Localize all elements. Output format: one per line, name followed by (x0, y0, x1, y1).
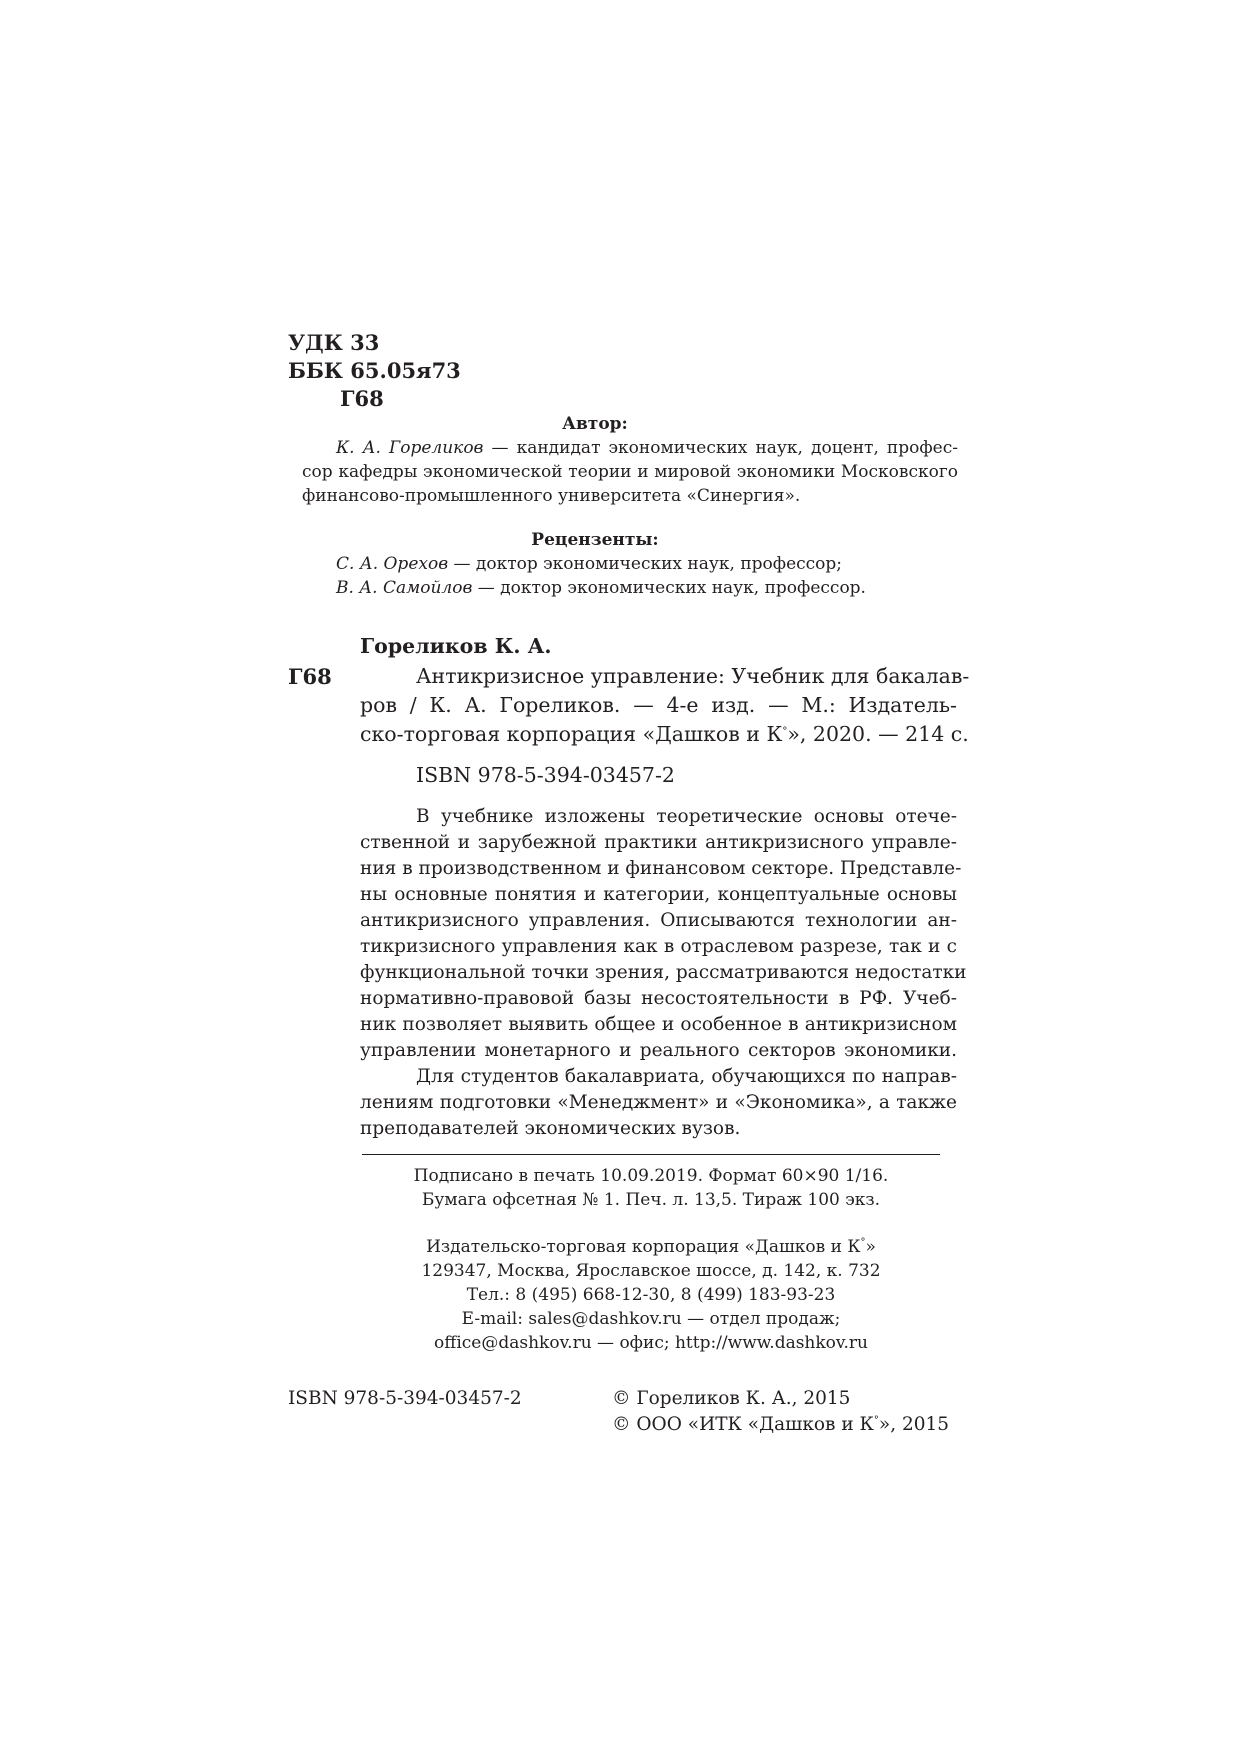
title-line-3-sup: ° (782, 726, 788, 737)
abstract-line: управлении монетарного и реального секторов экономики. (360, 1040, 957, 1061)
side-mark: Г68 (288, 664, 332, 689)
reviewer-1-name: С. А. Орехов (336, 554, 449, 574)
audience-line: преподавателей экономических вузов. (360, 1118, 741, 1139)
bbk-code: ББК 65.05я73 (288, 358, 461, 383)
abstract-line: ственной и зарубежной практики антикризисного управле- (360, 832, 957, 853)
publisher-website: office@dashkov.ru — офис; http://www.dashkov.ru (434, 1333, 868, 1353)
reviewer-2-name: В. А. Самойлов (336, 578, 473, 598)
author-line-3: финансово-промышленного университета «Синергия». (302, 486, 801, 506)
audience-line: лениям подготовки «Менеджмент» и «Экономика», а также (360, 1092, 957, 1113)
author-name: К. А. Гореликов (336, 438, 484, 458)
print-info-line-2: Бумага офсетная № 1. Печ. л. 13,5. Тираж 100 экз. (421, 1190, 881, 1210)
title-line-2: ров / К. А. Гореликов. — 4-е изд. — М.: Издатель- (360, 693, 957, 717)
publisher-email: E-mail: sales@dashkov.ru — отдел продаж; (461, 1309, 841, 1329)
publisher-address: 129347, Москва, Ярославское шоссе, д. 142, к. 732 (421, 1261, 881, 1281)
isbn-bottom: ISBN 978-5-394-03457-2 (288, 1388, 522, 1409)
divider-line (362, 1154, 940, 1155)
title-line-3-b: », 2020. — 214 с. (787, 722, 969, 746)
abstract-line: функциональной точки зрения, рассматриваются недостатки (360, 962, 967, 983)
abstract-line: тикризисного управления как в отраслевом разрезе, так и с (360, 936, 957, 957)
author-line-2: сор кафедры экономической теории и мировой экономики Московского (302, 462, 958, 482)
abstract-line: нормативно-правовой базы несостоятельности в РФ. Учеб- (360, 988, 957, 1009)
main-author: Гореликов К. А. (360, 634, 552, 658)
publisher-line-1-sup: ° (860, 1237, 866, 1248)
abstract-line: антикризисного управления. Описываются технологии ан- (360, 910, 957, 931)
copyright-publisher-sup: ° (873, 1415, 879, 1426)
author-mark: Г68 (340, 386, 384, 411)
copyright-author: © Гореликов К. А., 2015 (612, 1388, 851, 1409)
isbn-main: ISBN 978-5-394-03457-2 (416, 763, 675, 787)
publisher-line-1 (362, 1237, 940, 1257)
reviewers-heading: Рецензенты: (531, 530, 659, 550)
abstract-line: В учебнике изложены теоретические основы отече- (416, 806, 957, 827)
reviewer-1 (336, 554, 842, 574)
print-info-line-1: Подписано в печать 10.09.2019. Формат 60×90 1/16. (413, 1166, 889, 1186)
reviewer-2-text: — доктор экономических наук, профессор. (472, 578, 866, 598)
copyright-publisher (612, 1414, 949, 1435)
publisher-line-1-a: Издательско-торговая корпорация «Дашков и К (426, 1237, 861, 1257)
publisher-line-1-b: » (865, 1237, 876, 1257)
author-line-1 (336, 438, 958, 458)
author-line-1-text: — кандидат экономических наук, доцент, профес- (483, 438, 958, 458)
abstract-line: ния в производственном и финансовом секторе. Представле- (360, 858, 962, 879)
title-line-3 (360, 722, 969, 746)
title-line-3-a: ско-торговая корпорация «Дашков и К (360, 722, 783, 746)
reviewer-1-text: — доктор экономических наук, профессор; (448, 554, 843, 574)
abstract-line: ны основные понятия и категории, концептуальные основы (360, 884, 957, 905)
publisher-phone: Тел.: 8 (495) 668-12-30, 8 (499) 183-93-23 (466, 1285, 836, 1305)
reviewer-2 (336, 578, 866, 598)
author-heading: Автор: (562, 414, 628, 434)
udk-code: УДК 33 (288, 330, 380, 355)
abstract-line: ник позволяет выявить общее и особенное в антикризисном (360, 1014, 957, 1035)
audience-line: Для студентов бакалавриата, обучающихся по направ- (416, 1066, 957, 1087)
copyright-publisher-a: © ООО «ИТК «Дашков и К (612, 1414, 874, 1435)
copyright-publisher-b: », 2015 (878, 1414, 950, 1435)
title-line-1: Антикризисное управление: Учебник для бакалав- (416, 664, 970, 688)
